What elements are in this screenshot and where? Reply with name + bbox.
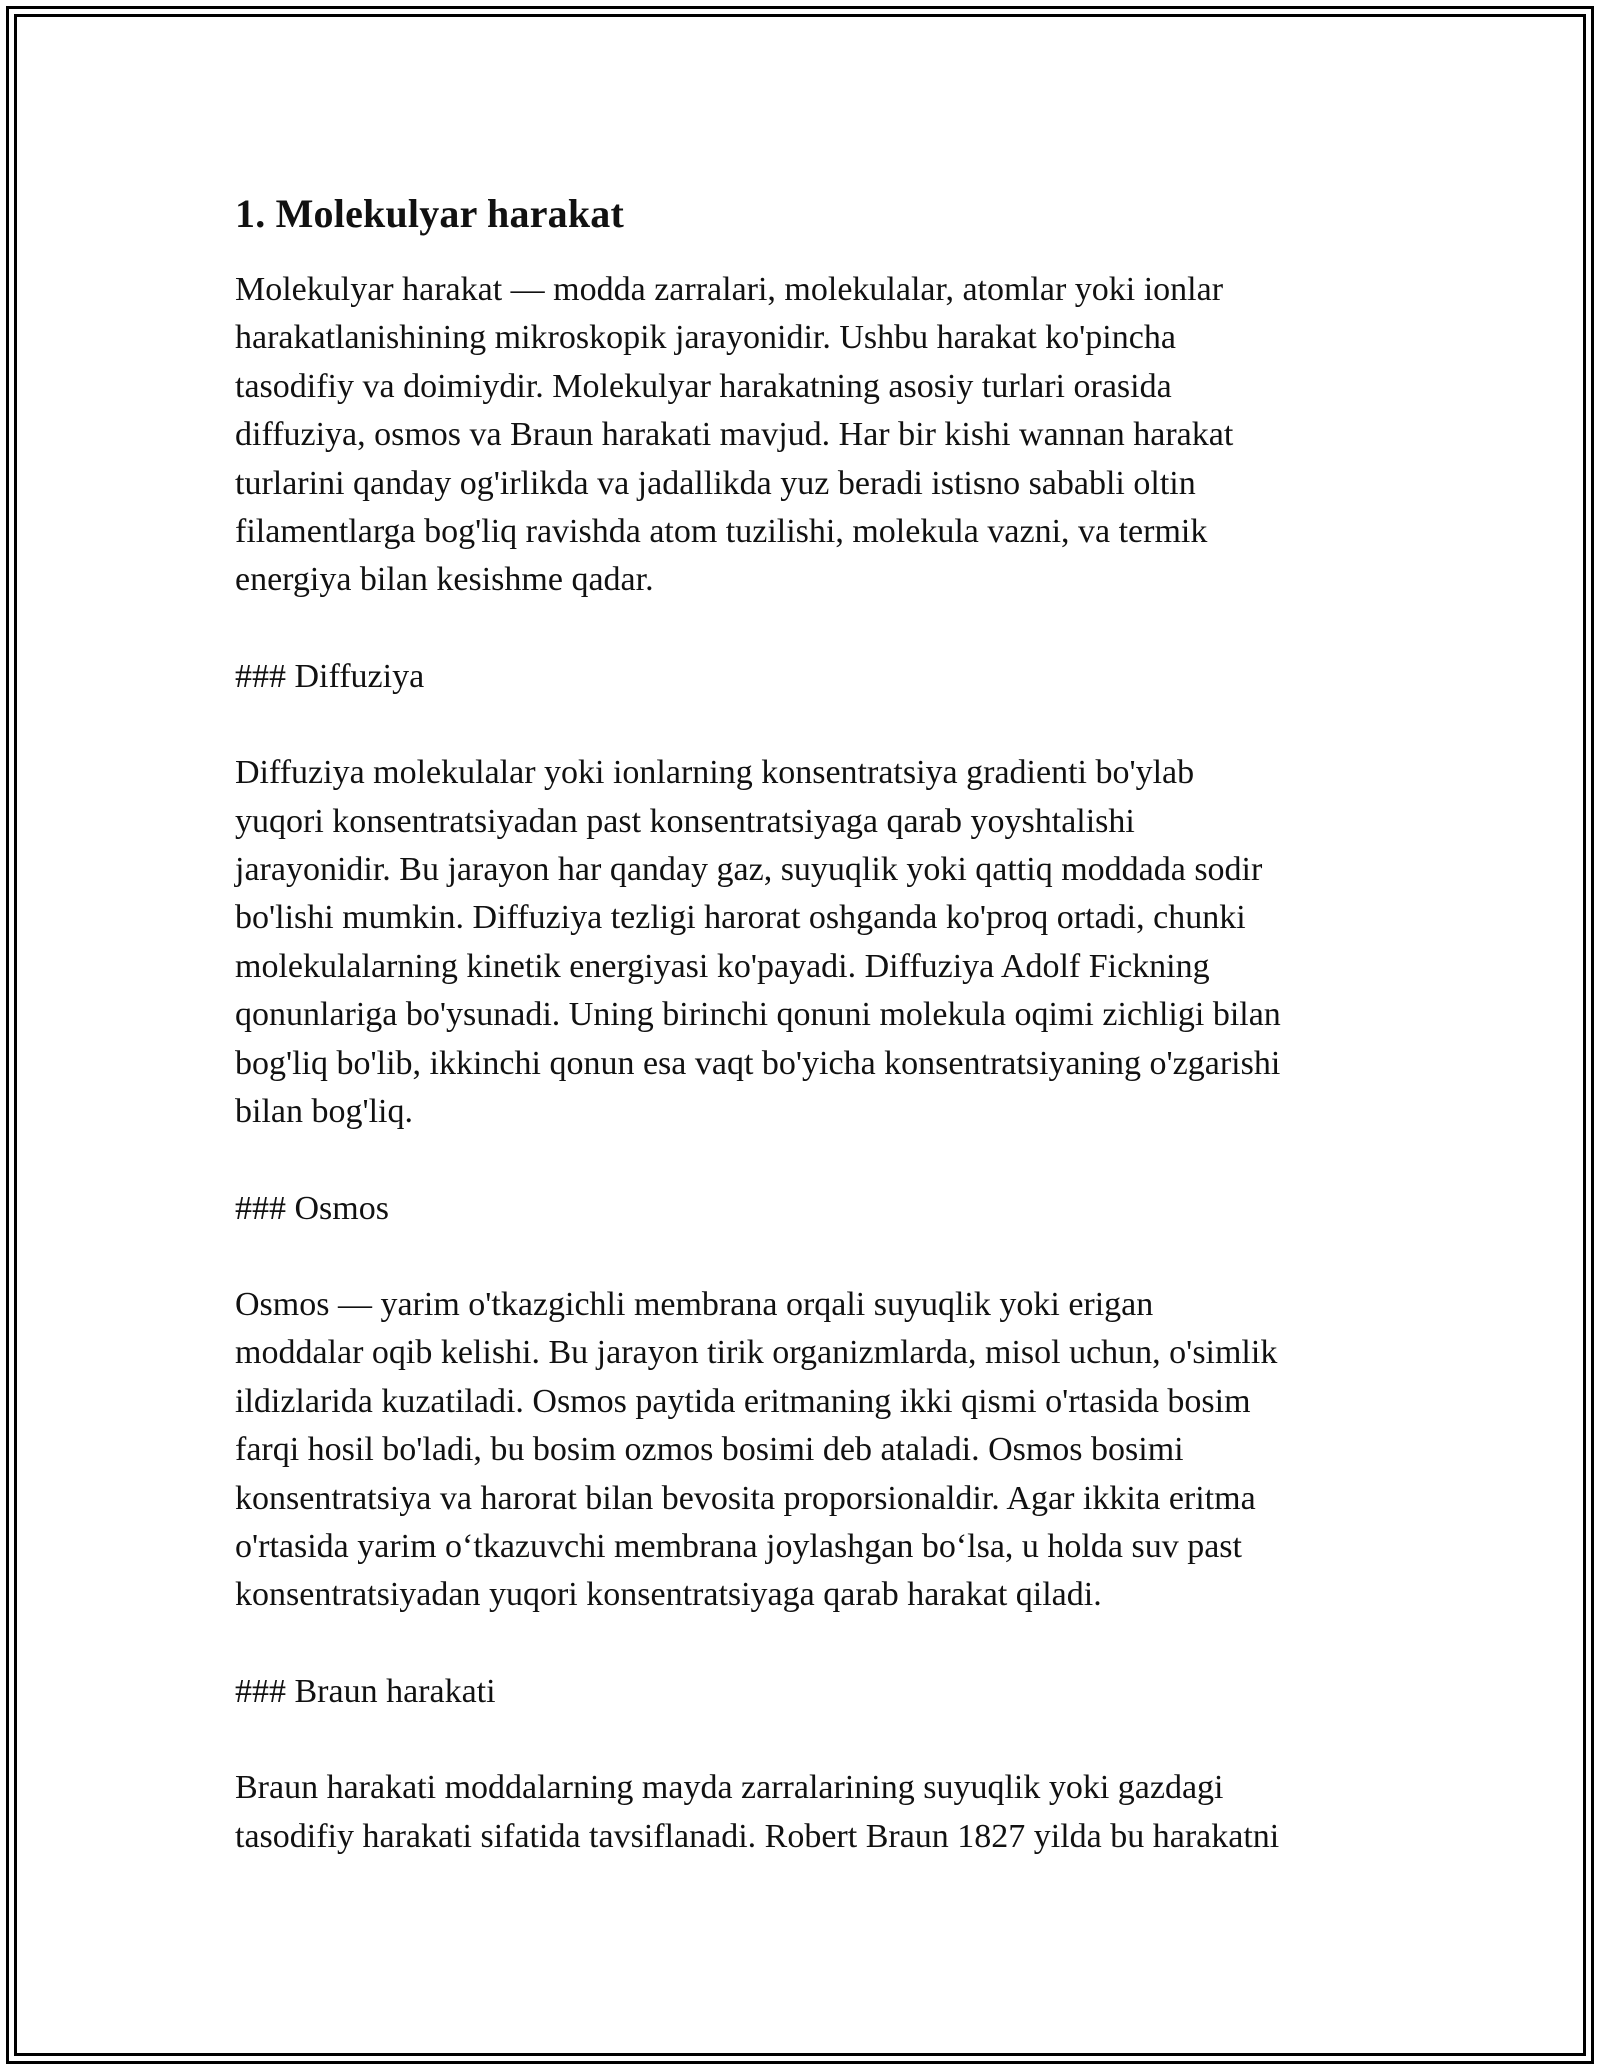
- intro-paragraph: Molekulyar harakat — modda zarralari, molekulalar, atomlar yoki ionlar harakatlanishining mikroskopik jarayonidir. Ushbu harakat ko'pincha tasodifiy va doimiydir. Molekulyar harakatning asosiy turlari orasida diffuziya, osmos va Braun harakati mavjud. Har bir kishi wannan harakat turlarini qanday og'irlikda va jadallikda yuz beradi istisno sababli oltin filamentlarga bog'liq ravishda atom tuzilishi, molekula vazni, va termik energiya bilan kesishme qadar.: [235, 271, 1234, 599]
- section-body-diffuziya: Diffuziya molekulalar yoki ionlarning konsentratsiya gradienti bo'ylab yuqori konsentratsiyadan past konsentratsiyaga qarab yoyshtalishi jarayonidir. Bu jarayon har qanday gaz, suyuqlik yoki qattiq moddada sodir bo'lishi mumkin. Diffuziya tezligi harorat oshganda ko'proq ortadi, chunki molekulalarning kinetik energiyasi ko'payadi. Diffuziya Adolf Fickning qonunlariga bo'ysunadi. Uning birinchi qonuni molekula oqimi zichligi bilan bog'liq bo'lib, ikkinchi qonun esa vaqt bo'yicha konsentratsiyaning o'zgarishi bilan bog'liq.: [235, 754, 1281, 1131]
- section-body-osmos: Osmos — yarim o'tkazgichli membrana orqali suyuqlik yoki erigan moddalar oqib kelishi. Bu jarayon tirik organizmlarda, misol uchun, o'simlik ildizlarida kuzatiladi. Osmos paytida eritmaning ikki qismi o'rtasida bosim farqi hosil bo'ladi, bu bosim ozmos bosimi deb ataladi. Osmos bosimi konsentratsiya va harorat bilan bevosita proporsionaldir. Agar ikkita eritma o'rtasida yarim o‘tkazuvchi membrana joylashgan bo‘lsa, u holda suv past konsentratsiyadan yuqori konsentratsiyaga qarab harakat qiladi.: [235, 1285, 1278, 1614]
- document-body: [235, 180, 1395, 1861]
- section-heading-braun: ### Braun harakati: [235, 1672, 496, 1710]
- section-heading-diffuziya: ### Diffuziya: [235, 657, 425, 695]
- section-heading-osmos: ### Osmos: [235, 1189, 389, 1227]
- section-body-braun: Braun harakati moddalarning mayda zarralarining suyuqlik yoki gazdagi tasodifiy harakati sifatida tavsiflanadi. Robert Braun 1827 yilda bu harakatni: [235, 1769, 1280, 1855]
- document-title: 1. Molekulyar harakat: [235, 191, 625, 236]
